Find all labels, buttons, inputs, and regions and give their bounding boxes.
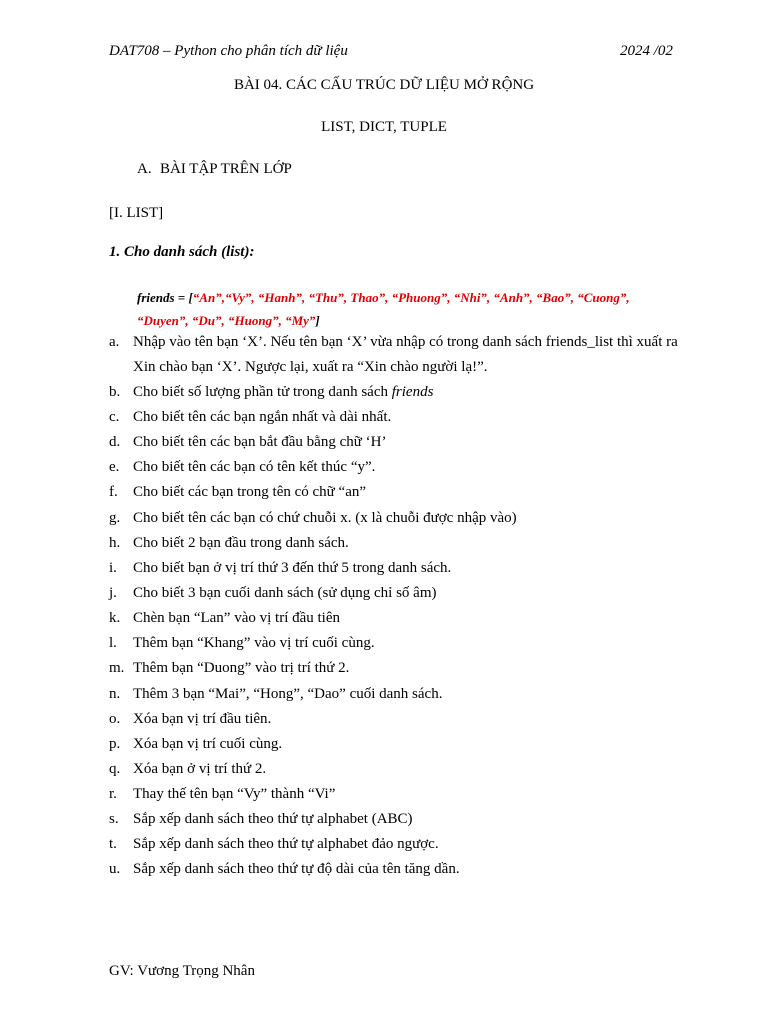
course-header: DAT708 – Python cho phân tích dữ liệu [109,43,348,59]
item-text: Xóa bạn ở vị trí thứ 2. [133,761,267,777]
item-text: Thêm 3 bạn “Mai”, “Hong”, “Dao” cuối danh sách. [133,686,443,702]
exercise-item [109,857,689,882]
item-label: k. [109,610,121,626]
item-label: t. [109,836,117,852]
item-label: n. [109,686,121,702]
exercise-item [109,656,689,681]
item-label: o. [109,711,121,727]
exercise-item [109,732,689,757]
exercise-item [109,807,689,832]
item-text-italic: friends [391,384,434,400]
item-text: Sắp xếp danh sách theo thứ tự alphabet đảo ngược. [133,836,439,852]
item-text: Cho biết 2 bạn đầu trong danh sách. [133,535,349,551]
exercise-item [109,556,689,581]
item-label: i. [109,560,117,576]
item-text: Sắp xếp danh sách theo thứ tự độ dài của tên tăng dần. [133,861,460,877]
section-label: BÀI TẬP TRÊN LỚP [160,161,292,177]
exercise-item [109,405,689,430]
item-text: Xóa bạn vị trí đầu tiên. [133,711,272,727]
item-label: f. [109,484,118,500]
friends-prefix: friends = [ [137,290,193,305]
item-label: m. [109,660,125,676]
exercise-item [109,430,689,455]
item-label: e. [109,459,120,475]
item-label: l. [109,635,117,651]
instructor-footer: GV: Vương Trọng Nhân [109,963,255,979]
exercise-item [109,581,689,606]
item-text: Xóa bạn vị trí cuối cùng. [133,736,283,752]
item-label: b. [109,384,121,400]
date-header: 2024 /02 [620,43,673,59]
item-text: Cho biết tên các bạn bắt đầu bằng chữ ‘H’ [133,434,387,450]
exercise-item [109,682,689,707]
page-title: BÀI 04. CÁC CẤU TRÚC DỮ LIỆU MỞ RỘNG [233,77,535,93]
item-text: Cho biết các bạn trong tên có chữ “an” [133,484,367,500]
item-label: d. [109,434,121,450]
page-subtitle: LIST, DICT, TUPLE [321,119,447,135]
friends-names-line2: “Duyen”, “Du”, “Huong”, “My” [137,313,316,328]
item-text: Thêm bạn “Khang” vào vị trí cuối cùng. [133,635,375,651]
subsection-heading: [I. LIST] [109,205,164,221]
exercise-item [109,631,689,656]
exercise-item [109,380,689,405]
item-label: q. [109,761,121,777]
exercise-item [109,606,689,631]
item-text: Chèn bạn “Lan” vào vị trí đầu tiên [133,610,341,626]
item-label: c. [109,409,120,425]
exercise-item [109,455,689,480]
item-label: j. [109,585,117,601]
friends-names-line1: “An”,“Vy”, “Hanh”, “Thu”, Thao”, “Phuong”, “Nhi”, “Anh”, “Bao”, “Cuong”, [192,290,630,305]
item-label: u. [109,861,121,877]
exercise-item [109,506,689,531]
exercise-item [109,782,689,807]
exercise-item [109,330,689,380]
friends-list-code [137,286,697,332]
item-label: g. [109,510,121,526]
item-text: Thêm bạn “Duong” vào trị trí thứ 2. [133,660,350,676]
question-heading: 1. Cho danh sách (list): [109,244,255,260]
section-heading [137,161,292,178]
exercise-item [109,707,689,732]
item-label: h. [109,535,121,551]
item-text: Nhập vào tên bạn ‘X’. Nếu tên bạn ‘X’ vừa nhập có trong danh sách friends_list thì xuất ra Xin chào bạn ‘X’. Ngược lại, xuất ra “Xin chào người lạ!”. [133,334,678,375]
item-text: Thay thế tên bạn “Vy” thành “Vi” [133,786,336,802]
exercise-item [109,757,689,782]
exercise-item [109,531,689,556]
item-text-plain: Cho biết số lượng phần tử trong danh sách [133,384,392,400]
item-text: Cho biết bạn ở vị trí thứ 3 đến thứ 5 trong danh sách. [133,560,452,576]
item-label: s. [109,811,119,827]
item-label: r. [109,786,117,802]
item-text: Cho biết 3 bạn cuối danh sách (sử dụng chỉ số âm) [133,585,437,601]
exercise-item [109,832,689,857]
item-text: Cho biết tên các bạn có tên kết thúc “y”. [133,459,376,475]
section-letter: A. [137,161,152,177]
item-text: Cho biết tên các bạn có chứ chuỗi x. (x là chuỗi được nhập vào) [133,510,517,526]
item-label: p. [109,736,121,752]
item-label: a. [109,334,120,350]
item-text: Sắp xếp danh sách theo thứ tự alphabet (ABC) [133,811,413,827]
item-text: Cho biết tên các bạn ngắn nhất và dài nhất. [133,409,392,425]
exercise-item [109,480,689,505]
friends-suffix: ] [315,313,320,328]
item-text [133,380,689,405]
